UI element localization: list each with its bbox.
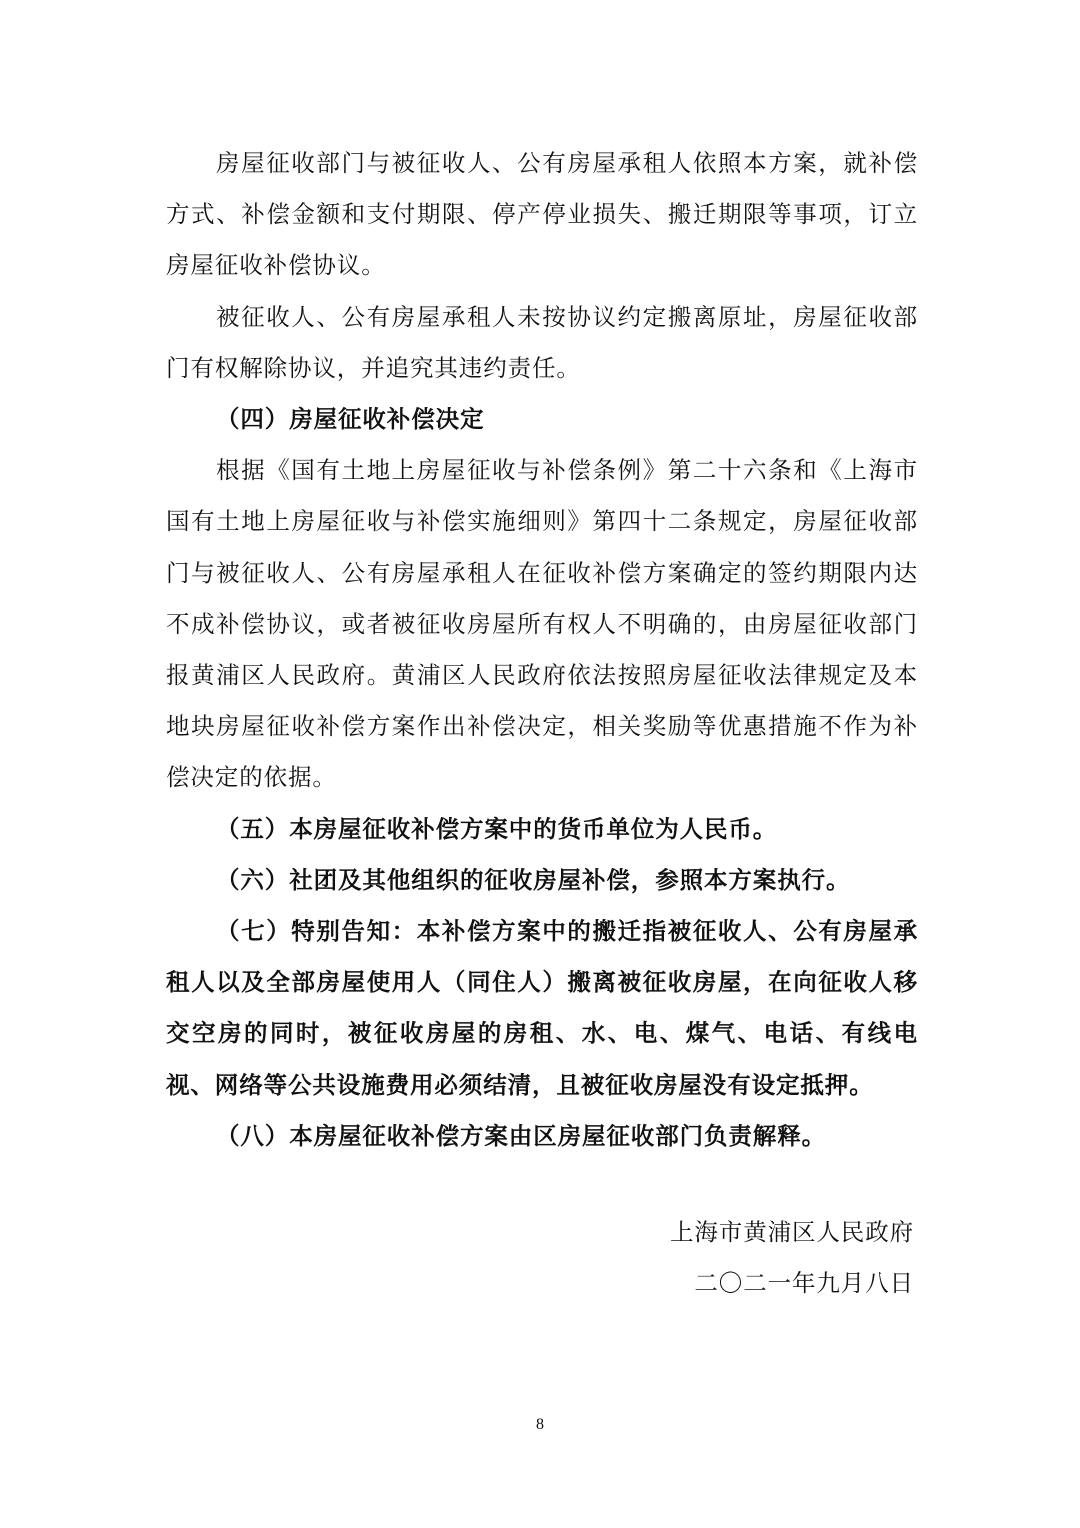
section-heading-compensation-decision: （四）房屋征收补偿决定	[216, 405, 485, 434]
paragraph-breach-of-agreement: 被征收人、公有房屋承租人未按协议约定搬离原址，房屋征收部门有权解除协议，并追究其违约责任。	[166, 302, 918, 382]
paragraph-currency-unit: （五）本房屋征收补偿方案中的货币单位为人民币。	[216, 814, 778, 843]
paragraph-compensation-decision: 根据《国有土地上房屋征收与补偿条例》第二十六条和《上海市国有土地上房屋征收与补偿实施细则》第四十二条规定，房屋征收部门与被征收人、公有房屋承租人在征收补偿方案确定的签约期限内达不成补偿协议，或者被征收房屋所有权人不明确的，由房屋征收部门报黄浦区人民政府。黄浦区人民政府依法按照房屋征收法律规定及本地块房屋征收补偿方案作出补偿决定，相关奖励等优惠措施不作为补偿决定的依据。	[166, 456, 918, 792]
paragraph-organizations: （六）社团及其他组织的征收房屋补偿，参照本方案执行。	[216, 865, 851, 894]
paragraph-interpretation: （八）本房屋征收补偿方案由区房屋征收部门负责解释。	[216, 1121, 826, 1150]
signature-date: 二〇二一年九月八日	[694, 1269, 914, 1298]
page-number: 8	[536, 1416, 544, 1433]
paragraph-compensation-agreement: 房屋征收部门与被征收人、公有房屋承租人依照本方案，就补偿方式、补偿金额和支付期限、停产停业损失、搬迁期限等事项，订立房屋征收补偿协议。	[166, 149, 918, 280]
signature-organization: 上海市黄浦区人民政府	[670, 1218, 914, 1246]
document-body	[166, 138, 918, 1162]
paragraph-special-notice: （七）特别告知：本补偿方案中的搬迁指被征收人、公有房屋承租人以及全部房屋使用人（同住人）搬离被征收房屋，在向征收人移交空房的同时，被征收房屋的房租、水、电、煤气、电话、有线电视、网络等公共设施费用必须结清，且被征收房屋没有设定抵押。	[166, 917, 918, 1099]
signature-block	[670, 1207, 914, 1309]
